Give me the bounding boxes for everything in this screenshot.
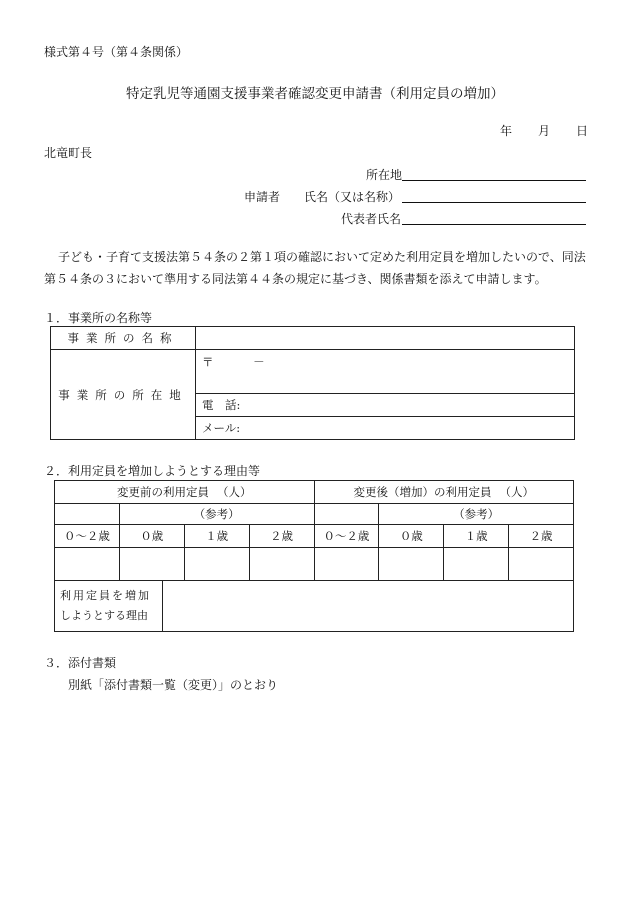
before-age-2: ２歳: [249, 525, 314, 548]
section2-heading: ２．利用定員を増加しようとする理由等: [44, 464, 261, 478]
date-year: 年: [500, 124, 513, 138]
after-capacity-header: 変更後（増加）の利用定員 （人）: [314, 481, 574, 504]
applicant-rep-line[interactable]: [402, 224, 586, 225]
before-value-0-2[interactable]: [55, 548, 120, 581]
section1-heading: １．事業所の名称等: [44, 311, 153, 325]
after-age-0-2: ０～２歳: [314, 525, 379, 548]
facility-name-cell[interactable]: [196, 327, 575, 350]
attachment-text: 別紙「添付書類一覧（変更）」のとおり: [68, 678, 279, 692]
facility-name-label: 事業所の名称: [51, 327, 196, 350]
body-line-1: 子ども・子育て支援法第５４条の２第１項の確認において定めた利用定員を増加したいので、同法: [58, 250, 586, 264]
before-value-1[interactable]: [184, 548, 249, 581]
facility-postal-cell[interactable]: [196, 350, 575, 394]
body-line-2: 第５４条の３において準用する同法第４４条の規定に基づき、関係書類を添えて申請します。: [44, 272, 547, 286]
applicant-address-label: 所在地: [366, 168, 403, 182]
postal-dash: －: [253, 355, 265, 369]
reason-row: [55, 581, 574, 632]
after-value-0[interactable]: [379, 548, 444, 581]
after-blank: [314, 504, 379, 525]
facility-location-label: 事業所の所在地: [51, 350, 196, 440]
phone-label: 電 話:: [202, 398, 241, 412]
after-age-2: ２歳: [509, 525, 574, 548]
postal-mark: 〒: [202, 355, 214, 369]
reason-input[interactable]: [163, 581, 573, 631]
before-age-0: ０歳: [119, 525, 184, 548]
before-blank: [55, 504, 120, 525]
after-age-0: ０歳: [379, 525, 444, 548]
reason-label: 利用定員を増加 しようとする理由: [55, 581, 163, 631]
section3-heading: ３．添付書類: [44, 656, 117, 670]
after-reference-header: （参考）: [379, 504, 574, 525]
email-label: メール:: [202, 421, 241, 435]
applicant-rep-label: 代表者氏名: [341, 212, 402, 226]
applicant-address-line[interactable]: [402, 180, 586, 181]
applicant-name-label: 氏名（又は名称）: [304, 190, 401, 204]
before-age-1: １歳: [184, 525, 249, 548]
before-age-0-2: ０～２歳: [55, 525, 120, 548]
page-title: 特定乳児等通園支援事業者確認変更申請書（利用定員の増加）: [126, 86, 504, 102]
capacity-table: [54, 480, 574, 632]
after-value-2[interactable]: [509, 548, 574, 581]
before-value-2[interactable]: [249, 548, 314, 581]
addressee: 北竜町長: [44, 146, 93, 160]
after-age-1: １歳: [444, 525, 509, 548]
applicant-heading: 申請者: [244, 190, 281, 204]
form-number: 様式第４号（第４条関係）: [44, 45, 189, 59]
date-month: 月: [538, 124, 551, 138]
before-capacity-header: 変更前の利用定員 （人）: [55, 481, 315, 504]
applicant-name-line[interactable]: [402, 202, 586, 203]
before-reference-header: （参考）: [119, 504, 314, 525]
after-value-1[interactable]: [444, 548, 509, 581]
date-day: 日: [576, 124, 589, 138]
after-value-0-2[interactable]: [314, 548, 379, 581]
facility-phone-cell[interactable]: [196, 394, 575, 417]
before-value-0[interactable]: [119, 548, 184, 581]
facility-table: [50, 326, 575, 440]
facility-email-cell[interactable]: [196, 417, 575, 440]
